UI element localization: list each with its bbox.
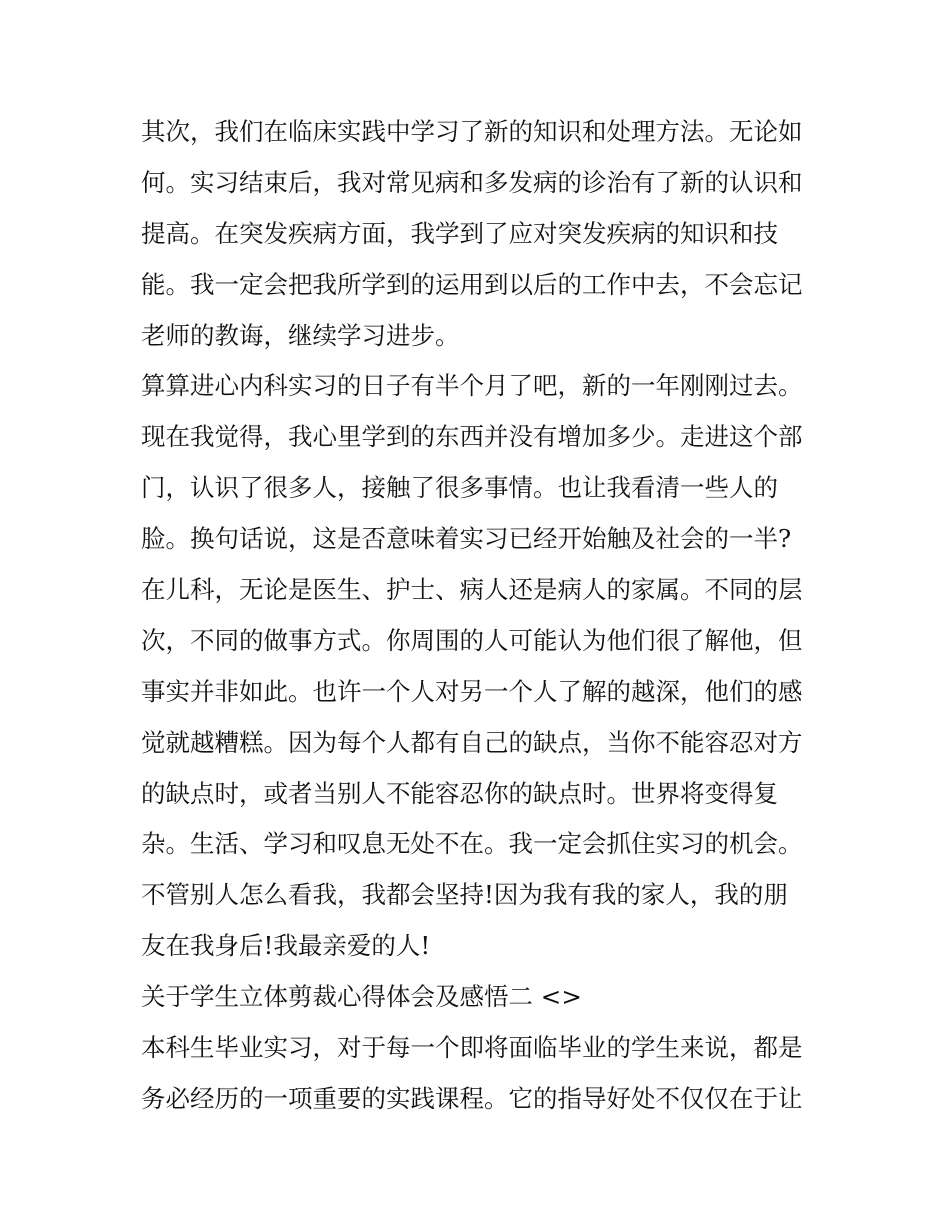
text-line: 提高。在突发疾病方面，我学到了应对突发疾病的知识和技 (141, 218, 778, 248)
text-line: 能。我一定会把我所学到的运用到以后的工作中去，不会忘记 (141, 269, 803, 299)
text-line: 不管别人怎么看我，我都会坚持!因为我有我的家人，我的朋 (141, 880, 788, 910)
text-line: 在儿科，无论是医生、护士、病人还是病人的家属。不同的层 (141, 575, 803, 605)
text-line: 脸。换句话说，这是否意味着实习已经开始触及社会的一半? (141, 524, 792, 554)
document-body (141, 107, 813, 1125)
text-line: 友在我身后!我最亲爱的人! (141, 931, 431, 961)
text-line: 杂。生活、学习和叹息无处不在。我一定会抓住实习的机会。 (141, 829, 803, 859)
text-line: 觉就越糟糕。因为每个人都有自己的缺点，当你不能容忍对方 (141, 727, 803, 757)
text-line: 事实并非如此。也许一个人对另一个人了解的越深，他们的感 (141, 676, 803, 706)
text-line: 门，认识了很多人，接触了很多事情。也让我看清一些人的 (141, 473, 778, 503)
text-line: 何。实习结束后，我对常见病和多发病的诊治有了新的认识和 (141, 167, 803, 197)
text-line: 务必经历的一项重要的实践课程。它的指导好处不仅仅在于让 (141, 1083, 803, 1113)
text-line: 现在我觉得，我心里学到的东西并没有增加多少。走进这个部 (141, 422, 803, 452)
text-line: 本科生毕业实习，对于每一个即将面临毕业的学生来说，都是 (141, 1033, 803, 1063)
text-line: 其次，我们在临床实践中学习了新的知识和处理方法。无论如 (141, 117, 803, 146)
text-line: 算算进心内科实习的日子有半个月了吧，新的一年刚刚过去。 (141, 371, 803, 401)
section-heading: 关于学生立体剪裁心得体会及感悟二 <> (141, 982, 582, 1012)
text-line: 次，不同的做事方式。你周围的人可能认为他们很了解他，但 (141, 625, 803, 655)
text-line: 的缺点时，或者当别人不能容忍你的缺点时。世界将变得复 (141, 778, 778, 808)
text-line: 老师的教诲，继续学习进步。 (141, 320, 460, 350)
